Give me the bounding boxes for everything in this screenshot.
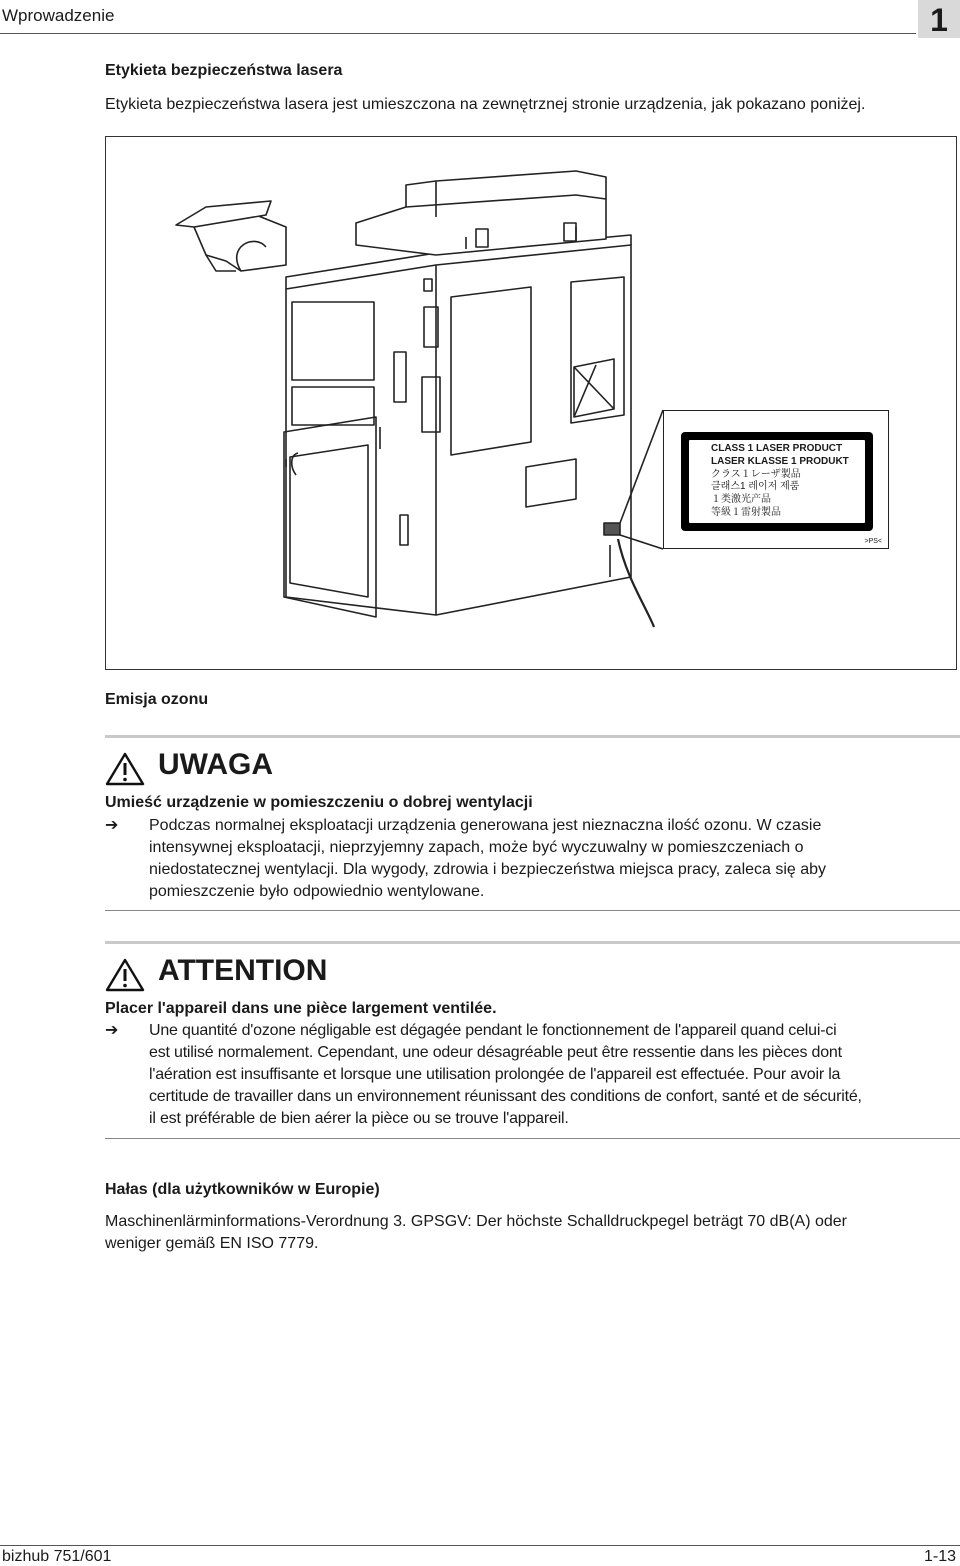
laser-text: Etykieta bezpieczeństwa lasera jest umieszczona na zewnętrznej stronie urządzenia, jak pokazano poniżej. (105, 96, 866, 113)
warning-pl-title: UWAGA (158, 748, 273, 781)
noise-text (105, 1211, 955, 1255)
warning-bottom-rule (105, 910, 960, 911)
laser-label-line: 等級１雷射製品 (711, 506, 781, 518)
laser-heading: Etykieta bezpieczeństwa lasera (105, 62, 343, 79)
header-rule (0, 33, 916, 34)
laser-class-label (663, 410, 889, 549)
text-line: weniger gemäß EN ISO 7779. (105, 1235, 319, 1252)
footer-rule (0, 1545, 960, 1546)
laser-label-line: CLASS 1 LASER PRODUCT (711, 443, 843, 454)
arrow-icon: ➔ (105, 1022, 119, 1039)
laser-label-code: >PS< (864, 538, 882, 545)
warning-fr-text (149, 1020, 955, 1130)
text-line: niedostatecznej wentylacji. Dla wygody, zdrowia i bezpieczeństwa miejsca pracy, zaleca się aby (149, 861, 827, 878)
text-line: est utilisé normalement. Cependant, une odeur désagréable peut être ressentie dans les pièces dont (149, 1044, 842, 1061)
laser-label-line: クラス１レーザ製品 (711, 468, 801, 480)
warning-triangle-icon (105, 752, 145, 786)
laser-label-text-block (687, 438, 867, 525)
footer-product: bizhub 751/601 (2, 1548, 112, 1565)
header-title: Wprowadzenie (2, 6, 115, 25)
laser-label-figure (105, 136, 957, 670)
chapter-number: 1 (930, 2, 948, 38)
footer-page-number: 1-13 (923, 1548, 956, 1565)
text-line: Podczas normalnej eksploatacji urządzenia generowana jest nieznaczna ilość ozonu. W czasie (149, 817, 822, 834)
warning-bottom-rule (105, 1138, 960, 1139)
chapter-tab (918, 0, 960, 38)
ozone-heading: Emisja ozonu (105, 691, 209, 708)
arrow-icon: ➔ (105, 817, 119, 834)
text-line: intensywnej eksploatacji, nieprzyjemny zapach, może być wyczuwalny w pomieszczeniach o (149, 839, 804, 856)
warning-pl-text (149, 815, 955, 903)
laser-label-line: １类激光产品 (711, 494, 771, 506)
warning-top-rule (105, 941, 960, 944)
text-line: Maschinenlärminformations-Verordnung 3. GPSGV: Der höchste Schalldruckpegel beträgt 70 dB(A) oder (105, 1213, 848, 1230)
copier-illustration (106, 137, 958, 671)
text-line: l'aération est insuffisante et lorsque une utilisation prolongée de l'appareil est effectuée. Pour avoir la (149, 1066, 841, 1083)
noise-heading: Hałas (dla użytkowników w Europie) (105, 1181, 380, 1198)
laser-label-frame (681, 432, 873, 531)
warning-top-rule (105, 735, 960, 738)
page-header (0, 0, 960, 38)
warning-pl-subheading: Umieść urządzenie w pomieszczeniu o dobrej wentylacji (105, 794, 533, 811)
warning-fr-subheading: Placer l'appareil dans une pièce largement ventilée. (105, 1000, 497, 1017)
text-line: pomieszczenie było odpowiednio wentylowane. (149, 883, 485, 900)
text-line: Une quantité d'ozone négligable est dégagée pendant le fonctionnement de l'appareil quand celui-ci (149, 1022, 837, 1039)
warning-fr-title: ATTENTION (158, 954, 328, 987)
text-line: il est préférable de bien aérer la pièce ou se trouve l'appareil. (149, 1110, 569, 1127)
laser-label-line: 클래스1 레이저 제품 (711, 481, 800, 493)
warning-triangle-icon (105, 958, 145, 992)
laser-label-line: LASER KLASSE 1 PRODUKT (711, 455, 849, 467)
text-line: certitude de travailler dans un environnement réunissant des conditions de confort, santé et de sécurité, (149, 1088, 862, 1105)
